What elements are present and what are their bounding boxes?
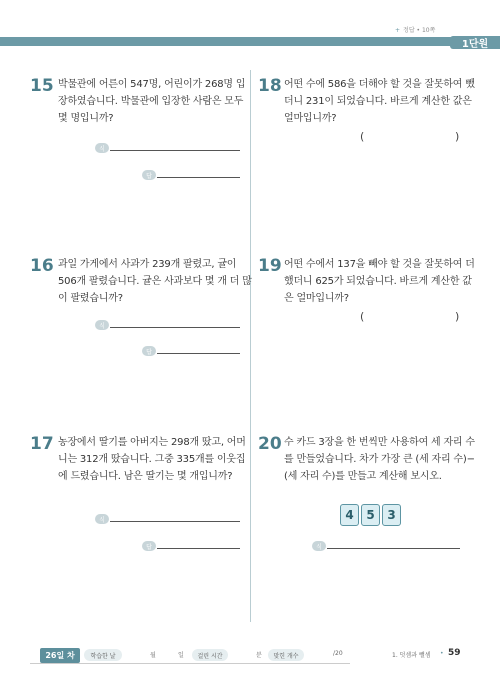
answer-blank[interactable] [372,310,452,324]
page-number: 59 [448,648,461,658]
answer-line[interactable] [157,548,240,549]
answer-label: 답 [142,541,156,551]
expression-label: 식 [95,320,109,330]
total-count: /20 [333,650,343,657]
study-date-label: 학습한 날 [84,649,122,661]
date-label: 일 [178,652,184,659]
answer-reference [395,25,435,34]
answer-reference-text: 정답 • 10쪽 [403,27,436,34]
problem-text: 수 카드 3장을 한 번씩만 사용하여 세 자리 수를 만들었습니다. 차가 가장 큰 (세 자리 수)−(세 자리 수)를 만들고 계산해 보시오. [284,437,475,482]
answer-paren-close: ) [455,310,460,323]
problem-number: 19 [258,256,282,276]
bullet-icon: • [440,650,444,657]
answer-blank[interactable] [372,130,452,144]
answer-line[interactable] [157,177,240,178]
time-spent-label: 걸린 시간 [192,649,228,661]
number-card: 5 [361,504,380,526]
problem-text: 어떤 수에 586을 더해야 할 것을 잘못하여 뺐더니 231이 되었습니다. 바르게 계산한 값은 얼마입니까? [284,79,475,124]
expression-label: 식 [95,514,109,524]
expression-answer-line[interactable] [327,548,460,549]
unit-tab: 1단원 [450,36,500,49]
plus-icon: + [395,27,401,34]
problem-number: 17 [30,434,54,454]
problem-number: 18 [258,76,282,96]
problem-text: 박물관에 어른이 547명, 어린이가 268명 입장하였습니다. 박물관에 입장한 사람은 모두 몇 명입니까? [58,79,246,124]
answer-label: 답 [142,346,156,356]
correct-count-label: 맞힌 개수 [268,649,304,661]
expression-label: 식 [312,541,326,551]
expression-label: 식 [95,143,109,153]
answer-paren-open: ( [360,310,365,323]
number-card: 4 [340,504,359,526]
problem-number: 15 [30,76,54,96]
answer-paren-open: ( [360,130,365,143]
problem-number: 16 [30,256,54,276]
answer-line[interactable] [157,353,240,354]
month-label: 월 [150,652,156,659]
expression-answer-line[interactable] [110,150,240,151]
problem-text: 과일 가게에서 사과가 239개 팔렸고, 귤이 506개 팔렸습니다. 귤은 사과보다 몇 개 더 많이 팔렸습니까? [58,259,252,304]
header-bar [0,37,500,46]
number-card: 3 [382,504,401,526]
day-badge: 26일 차 [40,648,80,663]
problem-number: 20 [258,434,282,454]
expression-answer-line[interactable] [110,327,240,328]
column-divider [250,70,251,622]
chapter-title: 1. 덧셈과 뺄셈 [392,652,431,659]
answer-label: 답 [142,170,156,180]
minutes-label: 분 [256,652,262,659]
answer-paren-close: ) [455,130,460,143]
expression-answer-line[interactable] [110,521,240,522]
problem-text: 농장에서 딸기를 아버지는 298개 땄고, 어머니는 312개 땄습니다. 그중 335개를 이웃집에 드렸습니다. 남은 딸기는 몇 개입니까? [58,437,246,482]
problem-text: 어떤 수에서 137을 빼야 할 것을 잘못하여 더했더니 625가 되었습니다. 바르게 계산한 값은 얼마입니까? [284,259,475,304]
